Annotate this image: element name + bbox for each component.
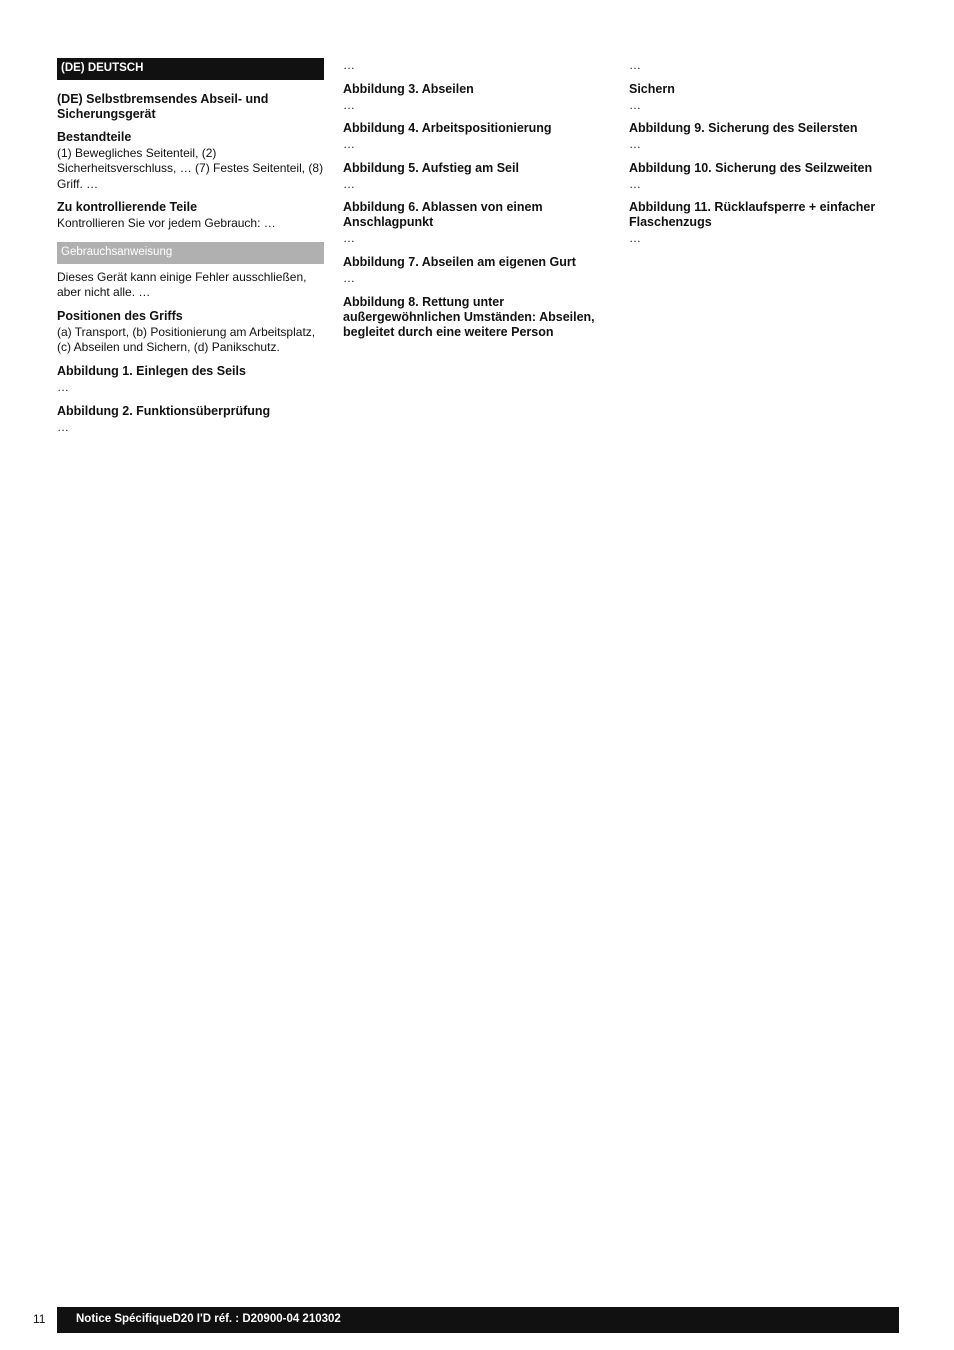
section-text: …: [343, 270, 355, 285]
section-heading: Abbildung 5. Aufstieg am Seil: [343, 160, 519, 175]
section-text: …: [343, 137, 355, 152]
section-text: (1) Bewegliches Seitenteil, (2) Sicherheitsverschluss, … (7) Festes Seitenteil, (8) Griff. …: [57, 145, 324, 191]
section-text: …: [629, 231, 641, 246]
section-heading: Abbildung 3. Abseilen: [343, 81, 474, 96]
section-text: …: [629, 137, 641, 152]
section-text: …: [629, 176, 641, 191]
section-heading: Abbildung 9. Sicherung des Seilersten: [629, 121, 858, 136]
section-text: Dieses Gerät kann einige Fehler ausschließen, aber nicht alle. …: [57, 269, 307, 300]
section-text: …: [343, 231, 355, 246]
section-heading: Zu kontrollierende Teile: [57, 200, 198, 215]
section-heading: Bestandteile: [57, 129, 132, 144]
section-heading: Sichern: [629, 81, 675, 96]
section-heading: Abbildung 8. Rettung unter außergewöhnlichen Umständen: Abseilen, begleitet durch eine weitere Person: [343, 294, 595, 339]
page-number: 11: [33, 1312, 46, 1326]
column-3: [629, 58, 897, 248]
section-text: Kontrollieren Sie vor jedem Gebrauch: …: [57, 216, 276, 231]
section-heading: Abbildung 4. Arbeitspositionierung: [343, 121, 552, 136]
footer-text: Notice SpécifiqueD20 I'D réf. : D20900-04 210302: [76, 1313, 341, 1325]
section-heading: Abbildung 1. Einlegen des Seils: [57, 363, 246, 378]
section-text: …: [57, 419, 69, 434]
usage-header: Gebrauchsanweisung: [57, 242, 324, 264]
section-text: (a) Transport, (b) Positionierung am Arbeitsplatz, (c) Abseilen und Sichern, (d) Panikschutz.: [57, 324, 316, 355]
section-text: …: [629, 58, 641, 72]
section-heading: Abbildung 6. Ablassen von einem Anschlagpunkt: [343, 200, 543, 230]
section-heading: Abbildung 11. Rücklaufsperre + einfacher Flaschenzugs: [629, 200, 876, 230]
language-header: (DE) DEUTSCH: [57, 58, 324, 80]
section-heading: Positionen des Griffs: [57, 308, 183, 323]
section-heading: Abbildung 2. Funktionsüberprüfung: [57, 403, 271, 418]
section-text: …: [343, 176, 355, 191]
section-text: …: [343, 58, 355, 72]
section-heading: Abbildung 10. Sicherung des Seilzweiten: [629, 160, 873, 175]
section-text: …: [629, 97, 641, 112]
footer-bar: [57, 1307, 899, 1333]
section-heading: Abbildung 7. Abseilen am eigenen Gurt: [343, 254, 576, 269]
section-text: …: [57, 379, 69, 394]
column-1: [57, 58, 324, 436]
section-text: …: [343, 97, 355, 112]
column-2: [343, 58, 611, 341]
document-title: (DE) Selbstbremsendes Abseil- und Sicherungsgerät: [57, 91, 269, 121]
